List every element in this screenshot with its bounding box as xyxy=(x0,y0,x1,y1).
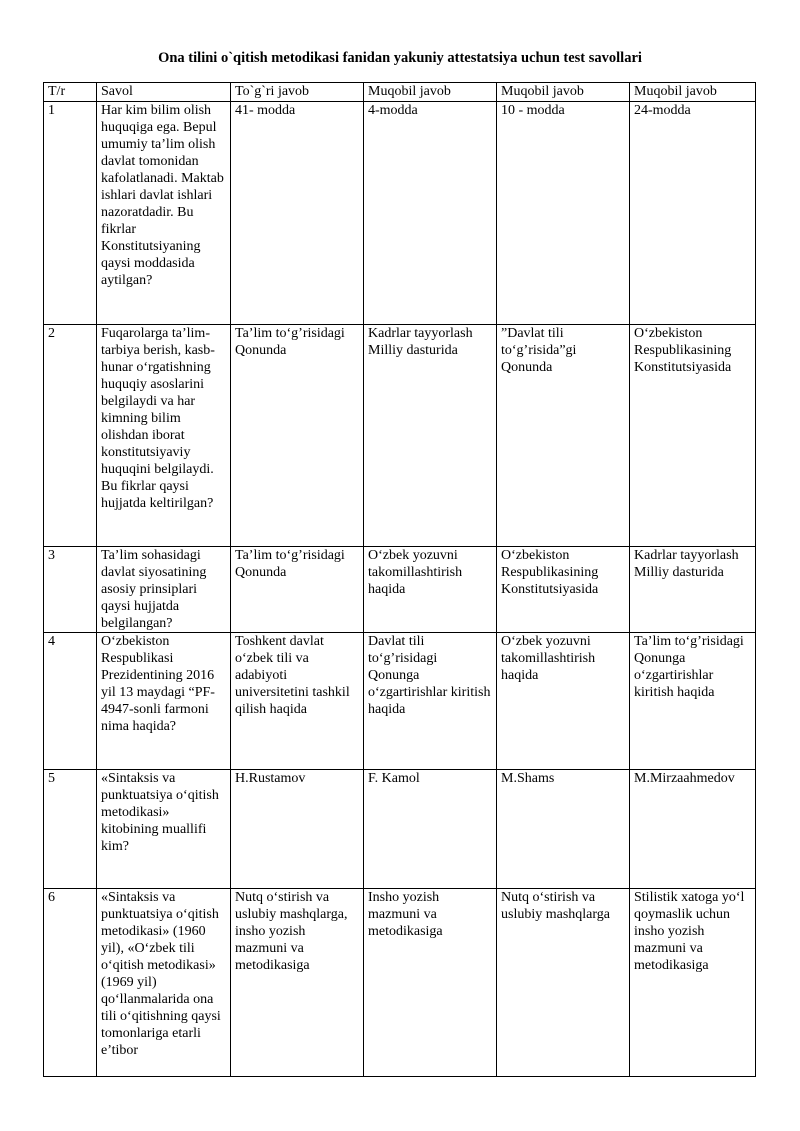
correct-answer: Toshkent davlat o‘zbek tili va adabiyoti universitetini tashkil qilish haqida xyxy=(231,633,364,770)
alternative-answer: M.Mirzaahmedov xyxy=(630,770,756,889)
header-alternative-answer-1: Muqobil javob xyxy=(364,83,497,102)
question-text: Har kim bilim olish huquqiga ega. Bepul umumiy ta’lim olish davlat tomonidan kafolatlanadi. Maktab ishlari davlat ishlari nazoratdadir. Bu fikrlar Konstitutsiyaning qaysi moddasida aytilgan? xyxy=(97,102,231,325)
header-number: T/r xyxy=(44,83,97,102)
question-text: O‘zbekiston Respublikasi Prezidentining 2016 yil 13 maydagi “PF-4947-sonli farmoni nima haqida? xyxy=(97,633,231,770)
correct-answer: H.Rustamov xyxy=(231,770,364,889)
table-row xyxy=(44,633,756,770)
alternative-answer: 24-modda xyxy=(630,102,756,325)
document-title: Ona tilini o`qitish metodikasi fanidan yakuniy attestatsiya uchun test savollari xyxy=(158,50,642,66)
question-number: 3 xyxy=(44,547,97,633)
question-number: 6 xyxy=(44,889,97,1077)
question-text: «Sintaksis va punktuatsiya o‘qitish metodikasi» (1960 yil), «O‘zbek tili o‘qitish metodikasi» (1969 yil) qo‘llanmalarida ona tili o‘qitishning qaysi tomonlariga etarli e’tibor xyxy=(97,889,231,1077)
table-row xyxy=(44,102,756,325)
question-text: Fuqarolarga ta’lim-tarbiya berish, kasb-hunar o‘rgatishning huquqiy asoslarini belgilaydi va har kimning bilim olishdan iborat konstitutsiyaviy huquqini belgilaydi. Bu fikrlar qaysi hujjatda keltirilgan? xyxy=(97,325,231,547)
table-row xyxy=(44,325,756,547)
header-question: Savol xyxy=(97,83,231,102)
correct-answer: 41- modda xyxy=(231,102,364,325)
alternative-answer: 10 - modda xyxy=(497,102,630,325)
alternative-answer: Stilistik xatoga yo‘l qoymaslik uchun insho yozish mazmuni va metodikasiga xyxy=(630,889,756,1077)
alternative-answer: Davlat tili to‘g’risidagi Qonunga o‘zgartirishlar kiritish haqida xyxy=(364,633,497,770)
alternative-answer: 4-modda xyxy=(364,102,497,325)
header-alternative-answer-2: Muqobil javob xyxy=(497,83,630,102)
question-text: Ta’lim sohasidagi davlat siyosatining asosiy prinsiplari qaysi hujjatda belgilangan? xyxy=(97,547,231,633)
alternative-answer: O‘zbekiston Respublikasining Konstitutsiyasida xyxy=(497,547,630,633)
alternative-answer: Kadrlar tayyorlash Milliy dasturida xyxy=(630,547,756,633)
alternative-answer: Ta’lim to‘g’risidagi Qonunga o‘zgartirishlar kiritish haqida xyxy=(630,633,756,770)
alternative-answer: F. Kamol xyxy=(364,770,497,889)
alternative-answer: O‘zbekiston Respublikasining Konstitutsiyasida xyxy=(630,325,756,547)
header-correct-answer: To`g`ri javob xyxy=(231,83,364,102)
alternative-answer: M.Shams xyxy=(497,770,630,889)
alternative-answer: ”Davlat tili to‘g’risida”gi Qonunda xyxy=(497,325,630,547)
question-number: 5 xyxy=(44,770,97,889)
alternative-answer: O‘zbek yozuvni takomillashtirish haqida xyxy=(497,633,630,770)
alternative-answer: Kadrlar tayyorlash Milliy dasturida xyxy=(364,325,497,547)
question-number: 2 xyxy=(44,325,97,547)
question-number: 4 xyxy=(44,633,97,770)
table-header-row xyxy=(44,83,756,102)
header-alternative-answer-3: Muqobil javob xyxy=(630,83,756,102)
table-row xyxy=(44,547,756,633)
test-questions-table xyxy=(43,82,756,1077)
correct-answer: Nutq o‘stirish va uslubiy mashqlarga, insho yozish mazmuni va metodikasiga xyxy=(231,889,364,1077)
correct-answer: Ta’lim to‘g’risidagi Qonunda xyxy=(231,325,364,547)
table-row xyxy=(44,889,756,1077)
table-row xyxy=(44,770,756,889)
question-number: 1 xyxy=(44,102,97,325)
question-text: «Sintaksis va punktuatsiya o‘qitish metodikasi» kitobining muallifi kim? xyxy=(97,770,231,889)
alternative-answer: O‘zbek yozuvni takomillashtirish haqida xyxy=(364,547,497,633)
alternative-answer: Nutq o‘stirish va uslubiy mashqlarga xyxy=(497,889,630,1077)
correct-answer: Ta’lim to‘g’risidagi Qonunda xyxy=(231,547,364,633)
alternative-answer: Insho yozish mazmuni va metodikasiga xyxy=(364,889,497,1077)
